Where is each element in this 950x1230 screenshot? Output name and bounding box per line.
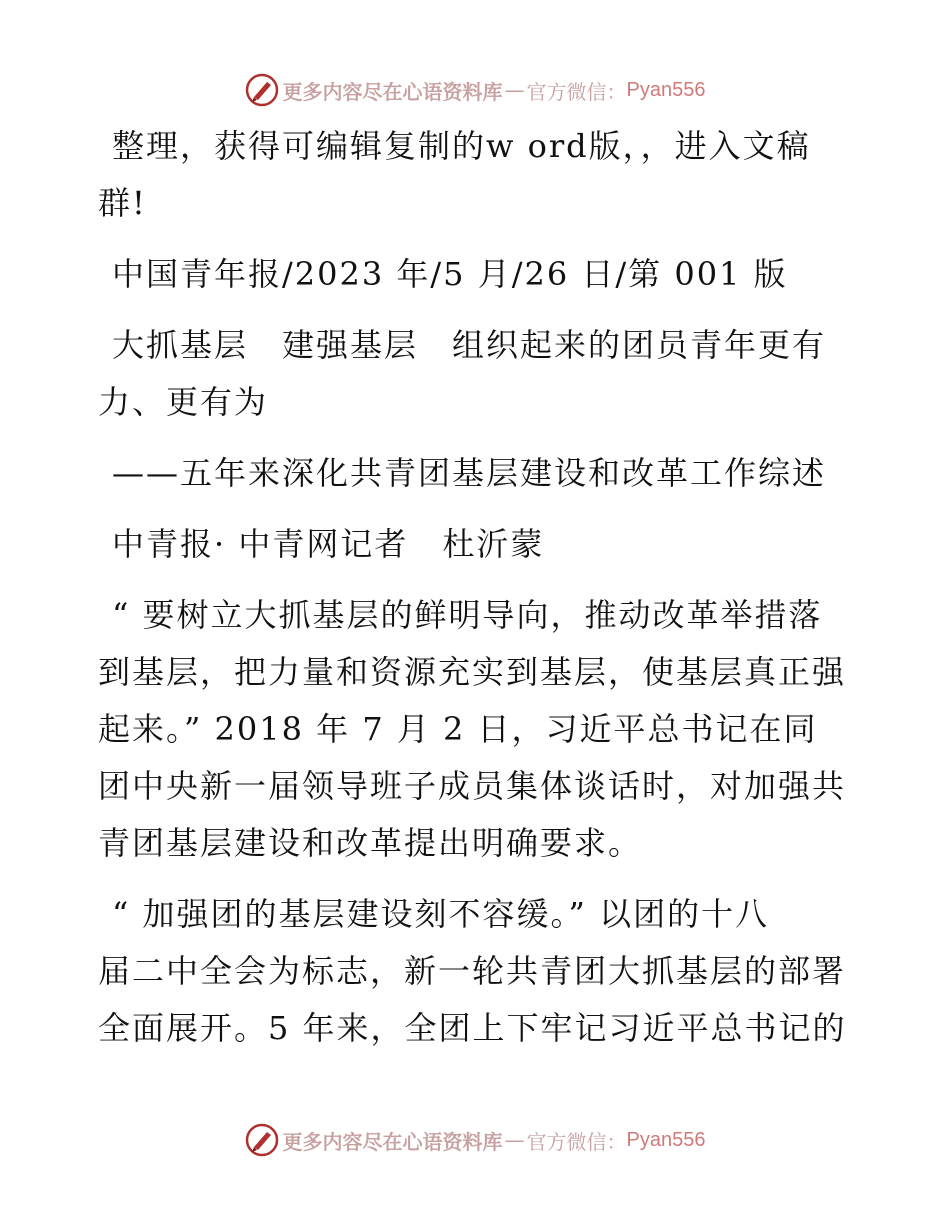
banner-text: 更多内容尽在心语资料库	[282, 79, 503, 104]
article-subtitle	[98, 445, 850, 502]
banner-dash: —	[504, 1128, 525, 1152]
intro-line: 群!	[98, 184, 147, 222]
header-watermark-banner	[0, 70, 950, 110]
paragraph-line: 起来。” 2018 年 7 月 2 日，习近平总书记在同	[98, 710, 818, 748]
footer-watermark-banner	[0, 1120, 950, 1160]
paragraph-line: 青团基层建设和改革提出明确要求。	[98, 824, 643, 862]
banner-wechat-label: 官方微信：	[526, 1129, 627, 1154]
intro-paragraph	[98, 118, 850, 232]
logo-pen-icon	[245, 1123, 279, 1157]
title-line: 大抓基层 建强基层 组织起来的团员青年更有	[112, 326, 827, 364]
paragraph-line: 全面展开。5 年来，全团上下牢记习近平总书记的	[98, 1009, 847, 1047]
banner-dash: —	[504, 78, 525, 102]
source-text: 中国青年报/2023 年/5 月/26 日/第 001 版	[112, 255, 788, 293]
banner-wechat-id: Pyan556	[626, 78, 706, 101]
intro-line: 整理，获得可编辑复制的w ord版，，进入文稿	[112, 127, 811, 165]
logo-pen-icon	[245, 73, 279, 107]
banner-wechat-id: Pyan556	[626, 1128, 706, 1151]
paragraph-line: “ 要树立大抓基层的鲜明导向，推动改革举措落	[112, 596, 823, 634]
paragraph-line: “ 加强团的基层建设刻不容缓。” 以团的十八	[112, 895, 770, 933]
paragraph-line: 届二中全会为标志，新一轮共青团大抓基层的部署	[98, 952, 847, 990]
byline	[98, 516, 850, 573]
paragraph-1	[98, 587, 850, 872]
banner-wechat-label: 官方微信：	[526, 79, 627, 104]
byline-text: 中青报· 中青网记者 杜沂蒙	[112, 525, 545, 563]
paragraph-line: 团中央新一届领导班子成员集体谈话时，对加强共	[98, 767, 847, 805]
paragraph-2	[98, 886, 850, 1057]
banner-text: 更多内容尽在心语资料库	[282, 1129, 503, 1154]
document-body	[98, 118, 850, 1057]
article-title	[98, 317, 850, 431]
subtitle-text: ——五年来深化共青团基层建设和改革工作综述	[112, 454, 827, 492]
paragraph-line: 到基层，把力量和资源充实到基层，使基层真正强	[98, 653, 847, 691]
title-line: 力、更有为	[98, 383, 269, 421]
source-line	[98, 246, 850, 303]
